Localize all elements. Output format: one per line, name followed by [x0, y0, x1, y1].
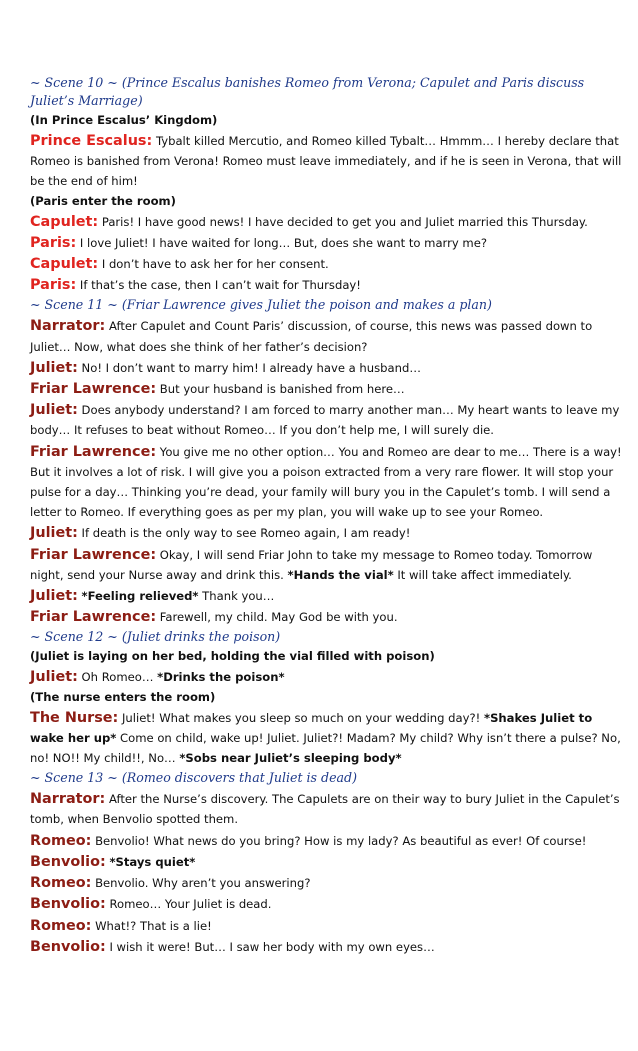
dialogue-text: Paris! I have good news! I have decided to get you and Juliet married this Thursday.: [101, 214, 588, 229]
action-text: *Stays quiet*: [109, 854, 196, 869]
dialogue-line: [30, 275, 622, 295]
stage-direction: (Paris enter the room): [30, 193, 176, 208]
speaker-name: Juliet:: [30, 525, 78, 542]
action-text: *Shakes Juliet to wake her up*: [30, 710, 593, 745]
dialogue-text: Tybalt killed Mercutio, and Romeo killed Tybalt… Hmmm… I hereby declare that Romeo is banished from Verona! Romeo must leave immediately, and if he is seen in Verona, that will be the end of him!: [30, 134, 622, 189]
script-page: [30, 74, 622, 958]
scene-heading: ~ Scene 13 ~ (Romeo discovers that Juliet is dead): [30, 770, 358, 786]
action-text: *Hands the vial*: [287, 567, 394, 582]
dialogue-line: [30, 586, 622, 606]
speaker-name: Capulet:: [30, 213, 99, 230]
speaker-name: Paris:: [30, 277, 77, 294]
speaker-name: Benvolio:: [30, 853, 106, 870]
dialogue-line: [30, 831, 622, 851]
speaker-name: Romeo:: [30, 917, 92, 934]
dialogue-text: What!? That is a lie!: [95, 918, 212, 933]
stage-direction: (Juliet is laying on her bed, holding the vial filled with poison): [30, 649, 435, 664]
dialogue-text: Oh Romeo…: [81, 670, 158, 685]
dialogue-text: I wish it were! But… I saw her body with my own eyes…: [109, 939, 435, 954]
speaker-name: Narrator:: [30, 318, 106, 335]
dialogue-text: Farewell, my child. May God be with you.: [159, 610, 398, 625]
speaker-name: Romeo:: [30, 875, 92, 892]
dialogue-line: [30, 894, 622, 914]
dialogue-line: [30, 233, 622, 253]
dialogue-text: Benvolio. Why aren’t you answering?: [95, 876, 311, 891]
speaker-name: Friar Lawrence:: [30, 546, 157, 563]
dialogue-line: [30, 789, 622, 829]
stage-direction: (The nurse enters the room): [30, 689, 216, 704]
speaker-name: Romeo:: [30, 832, 92, 849]
dialogue-line: [30, 523, 622, 543]
speaker-name: Benvolio:: [30, 896, 106, 913]
dialogue-line: [30, 379, 622, 399]
speaker-name: Juliet:: [30, 359, 78, 376]
dialogue-text: Does anybody understand? I am forced to marry another man… My heart wants to leave my body… It refuses to beat without Romeo… If you don’t help me, I will surely die.: [30, 403, 620, 438]
dialogue-line: [30, 545, 622, 585]
dialogue-text: I love Juliet! I have waited for long… But, does she want to marry me?: [79, 235, 488, 250]
dialogue-text: But your husband is banished from here…: [159, 382, 405, 397]
dialogue-text: Come on child, wake up! Juliet. Juliet?! Madam? My child? Why isn’t there a pulse? No, no! NO!! My child!!, No…: [30, 730, 621, 766]
dialogue-text: You give me no other option… You and Romeo are dear to me… There is a way! But it involves a lot of risk. I will give you a poison extracted from a very rare flower. It will stop your pulse for a day… Thinking you’re dead, your family will bury you in the Capulet’s tomb. I will send a letter to Romeo. If everything goes as per my plan, you will wake up to see your Romeo.: [30, 444, 622, 520]
speaker-name: Juliet:: [30, 588, 78, 605]
dialogue-line: [30, 873, 622, 893]
speaker-name: Friar Lawrence:: [30, 381, 157, 398]
dialogue-line: [30, 708, 622, 769]
action-text: *Sobs near Juliet’s sleeping body*: [179, 751, 402, 766]
action-text: *Drinks the poison*: [157, 670, 285, 685]
dialogue-line: [30, 916, 622, 936]
speaker-name: Juliet:: [30, 402, 78, 419]
dialogue-line: [30, 131, 622, 192]
speaker-name: The Nurse:: [30, 709, 119, 726]
scene-heading: ~ Scene 11 ~ (Friar Lawrence gives Juliet the poison and makes a plan): [30, 297, 492, 313]
speaker-name: Friar Lawrence:: [30, 609, 157, 626]
dialogue-text: After the Nurse’s discovery. The Capulets are on their way to bury Juliet in the Capulet’s tomb, when Benvolio spotted them.: [30, 792, 620, 827]
speaker-name: Capulet:: [30, 256, 99, 273]
scene-heading: ~ Scene 10 ~ (Prince Escalus banishes Romeo from Verona; Capulet and Paris discuss Juliet’s Marriage): [30, 75, 585, 108]
dialogue-text: No! I don’t want to marry him! I already have a husband…: [81, 360, 421, 375]
dialogue-line: [30, 607, 622, 627]
dialogue-text: I don’t have to ask her for her consent.: [101, 257, 329, 272]
dialogue-line: [30, 442, 622, 523]
dialogue-line: [30, 937, 622, 957]
dialogue-text: Benvolio! What news do you bring? How is my lady? As beautiful as ever! Of course!: [95, 833, 587, 848]
dialogue-line: [30, 316, 622, 356]
dialogue-text: If that’s the case, then I can’t wait for Thursday!: [79, 278, 361, 293]
dialogue-line: [30, 400, 622, 440]
dialogue-text: Okay, I will send Friar John to take my message to Romeo today. Tomorrow night, send your Nurse away and drink this.: [30, 547, 593, 582]
speaker-name: Prince Escalus:: [30, 133, 153, 149]
stage-direction: (In Prince Escalus’ Kingdom): [30, 113, 218, 127]
dialogue-text: After Capulet and Count Paris’ discussion, of course, this news was passed down to Juliet… Now, what does she think of her father’s decision?: [30, 319, 593, 354]
speaker-name: Friar Lawrence:: [30, 443, 157, 460]
dialogue-text: Juliet! What makes you sleep so much on your wedding day?!: [122, 710, 484, 725]
dialogue-text: Romeo… Your Juliet is dead.: [109, 897, 272, 912]
dialogue-line: [30, 212, 622, 232]
speaker-name: Narrator:: [30, 791, 106, 808]
dialogue-line: [30, 667, 622, 687]
action-text: *Feeling relieved*: [81, 589, 199, 604]
scene-heading: ~ Scene 12 ~ (Juliet drinks the poison): [30, 629, 281, 645]
dialogue-text: Thank you…: [198, 589, 275, 604]
speaker-name: Juliet:: [30, 669, 78, 686]
dialogue-text: If death is the only way to see Romeo again, I am ready!: [81, 526, 411, 541]
dialogue-line: [30, 852, 622, 872]
speaker-name: Paris:: [30, 234, 77, 251]
dialogue-line: [30, 358, 622, 378]
speaker-name: Benvolio:: [30, 938, 106, 955]
dialogue-line: [30, 254, 622, 274]
dialogue-text: It will take affect immediately.: [393, 567, 572, 582]
